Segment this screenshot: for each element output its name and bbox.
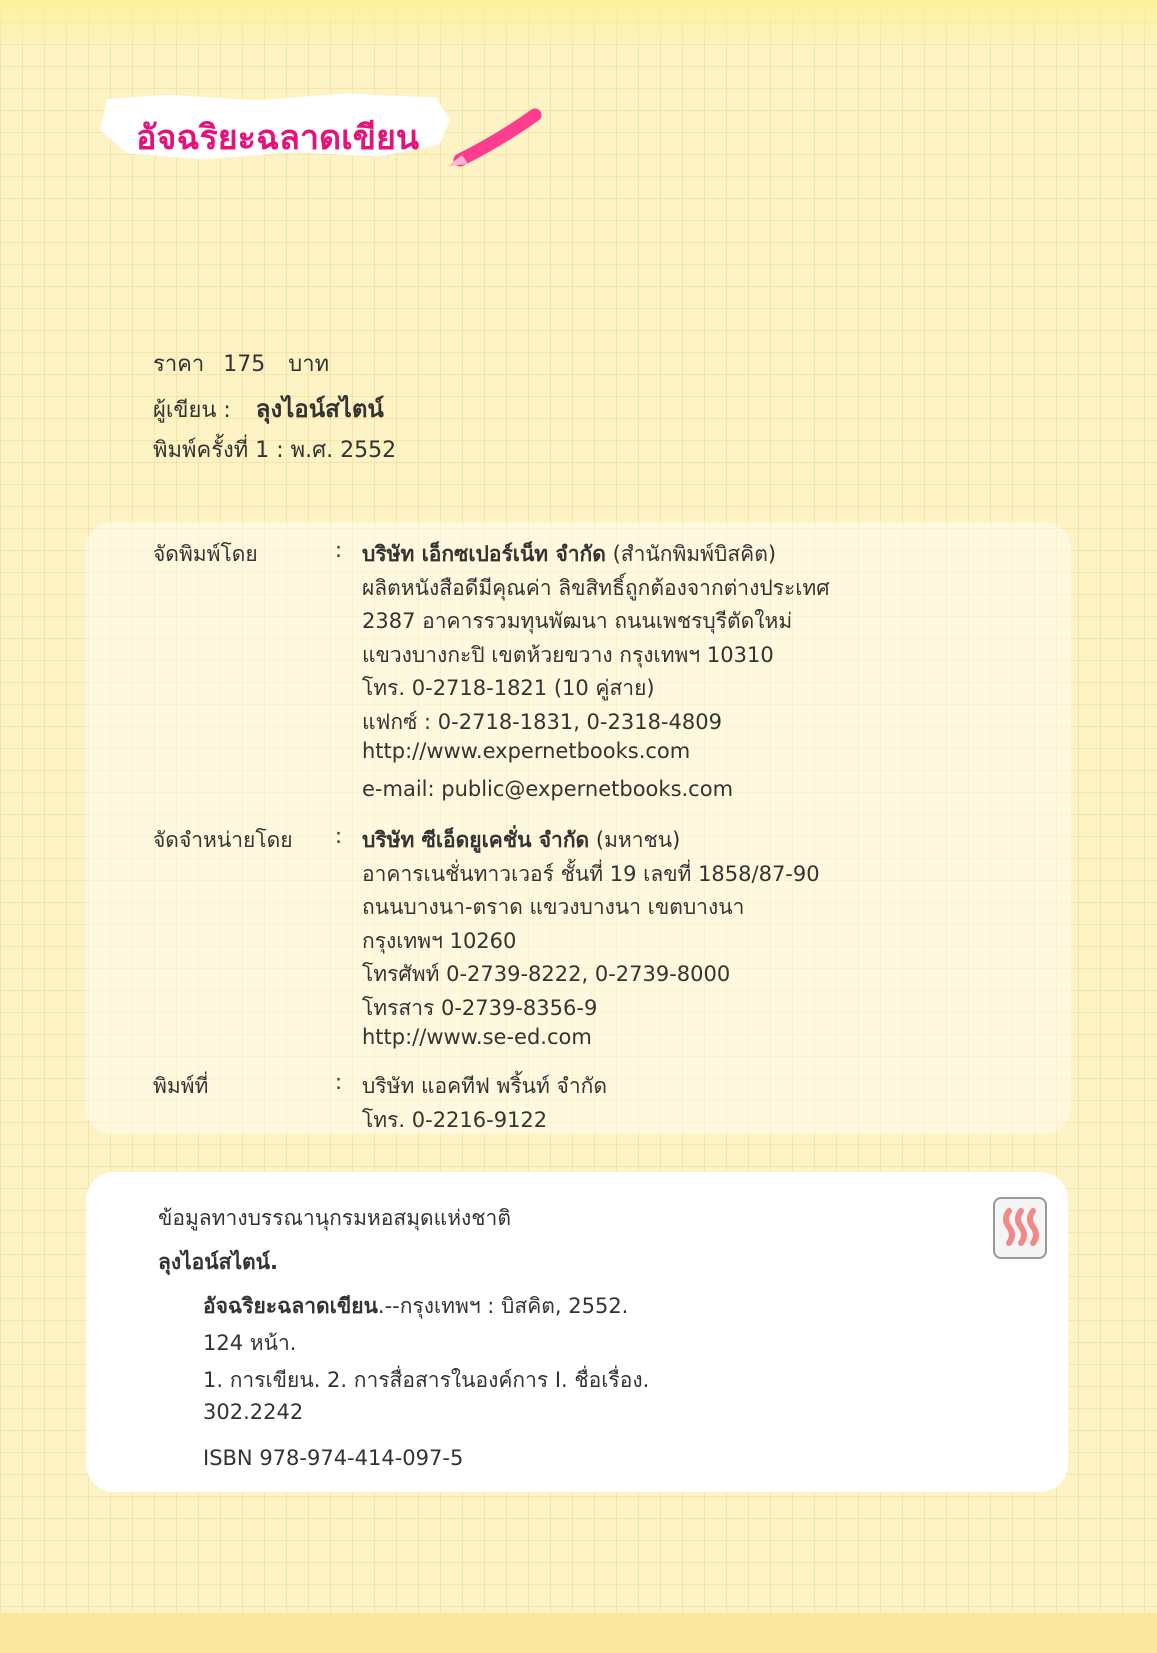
cip-author: ลุงไอน์สไตน์.	[158, 1250, 279, 1274]
distributor-name-suffix: (มหาชน)	[595, 828, 681, 852]
distributor-line: โทรศัพท์ 0-2739-8222, 0-2739-8000	[362, 962, 731, 986]
author-line	[153, 389, 384, 428]
cip-title-line	[203, 1290, 628, 1323]
publisher-colon: :	[335, 538, 343, 562]
isbn: ISBN 978-974-414-097-5	[203, 1446, 464, 1470]
publisher-name-suffix: (สำนักพิมพ์บิสคิต)	[612, 542, 777, 566]
cip-pages: 124 หน้า.	[203, 1331, 297, 1355]
author-name: ลุงไอน์สไตน์	[255, 395, 384, 423]
distributor-name-line	[362, 824, 922, 858]
printer-colon: :	[335, 1070, 343, 1094]
pencil-icon	[440, 100, 560, 170]
publisher-line: ผลิตหนังสือดีมีคุณค่า ลิขสิทธิ์ถูกต้องจากต่างประเทศ	[362, 575, 830, 600]
printer-phone: โทร. 0-2216-9122	[362, 1107, 548, 1132]
publisher-line: โทร. 0-2718-1821 (10 คู่สาย)	[362, 676, 655, 700]
distributor-website[interactable]: http://www.se-ed.com	[362, 1025, 592, 1049]
cip-subjects: 1. การเขียน. 2. การสื่อสารในองค์การ I. ชื่อเรื่อง.	[203, 1368, 650, 1392]
publisher-name: บริษัท เอ็กซเปอร์เน็ท จำกัด	[362, 542, 606, 566]
cip-title-rest: .--กรุงเทพฯ : บิสคิต, 2552.	[377, 1294, 629, 1318]
price-value: 175	[223, 352, 266, 377]
book-title: อัจฉริยะฉลาดเขียน	[136, 118, 420, 158]
price-line	[153, 346, 329, 381]
edition-text: พิมพ์ครั้งที่ 1 : พ.ศ. 2552	[153, 438, 397, 463]
publisher-line: 2387 อาคารรวมทุนพัฒนา ถนนเพชรบุรีตัดใหม่	[362, 609, 793, 633]
distributor-colon: :	[335, 824, 343, 848]
distributor-name: บริษัท ซีเอ็ดยูเคชั่น จำกัด	[362, 828, 590, 852]
distributor-line: อาคารเนชั่นทาวเวอร์ ชั้นที่ 19 เลขที่ 1858/87-90	[362, 861, 820, 886]
publisher-logo-icon	[993, 1197, 1047, 1259]
top-band	[0, 0, 1157, 50]
edition-line	[153, 432, 396, 467]
distributor-line: กรุงเทพฯ 10260	[362, 928, 517, 953]
cip-classification: 302.2242	[203, 1400, 304, 1424]
price-unit: บาท	[288, 352, 330, 377]
price-label: ราคา	[153, 352, 205, 377]
publisher-line: แฟกซ์ : 0-2718-1831, 0-2318-4809	[362, 709, 722, 734]
publisher-label: จัดพิมพ์โดย	[153, 542, 258, 566]
cip-title: อัจฉริยะฉลาดเขียน	[203, 1294, 378, 1318]
printer-label: พิมพ์ที่	[153, 1074, 209, 1098]
bottom-band	[0, 1613, 1157, 1653]
title-banner	[100, 92, 450, 170]
distributor-label: จัดจำหน่ายโดย	[153, 828, 293, 852]
publisher-line: แขวงบางกะปิ เขตห้วยขวาง กรุงเทพฯ 10310	[362, 642, 774, 667]
publisher-name-line	[362, 538, 922, 572]
publisher-website[interactable]: http://www.expernetbooks.com	[362, 739, 691, 763]
distributor-line: ถนนบางนา-ตราด แขวงบางนา เขตบางนา	[362, 895, 745, 919]
author-label: ผู้เขียน :	[153, 398, 231, 423]
publisher-email[interactable]: e-mail: public@expernetbooks.com	[362, 776, 734, 801]
distributor-line: โทรสาร 0-2739-8356-9	[362, 995, 598, 1020]
cip-heading: ข้อมูลทางบรรณานุกรมหอสมุดแห่งชาติ	[158, 1206, 511, 1230]
printer-name: บริษัท แอคทีฟ พริ้นท์ จำกัด	[362, 1074, 607, 1098]
